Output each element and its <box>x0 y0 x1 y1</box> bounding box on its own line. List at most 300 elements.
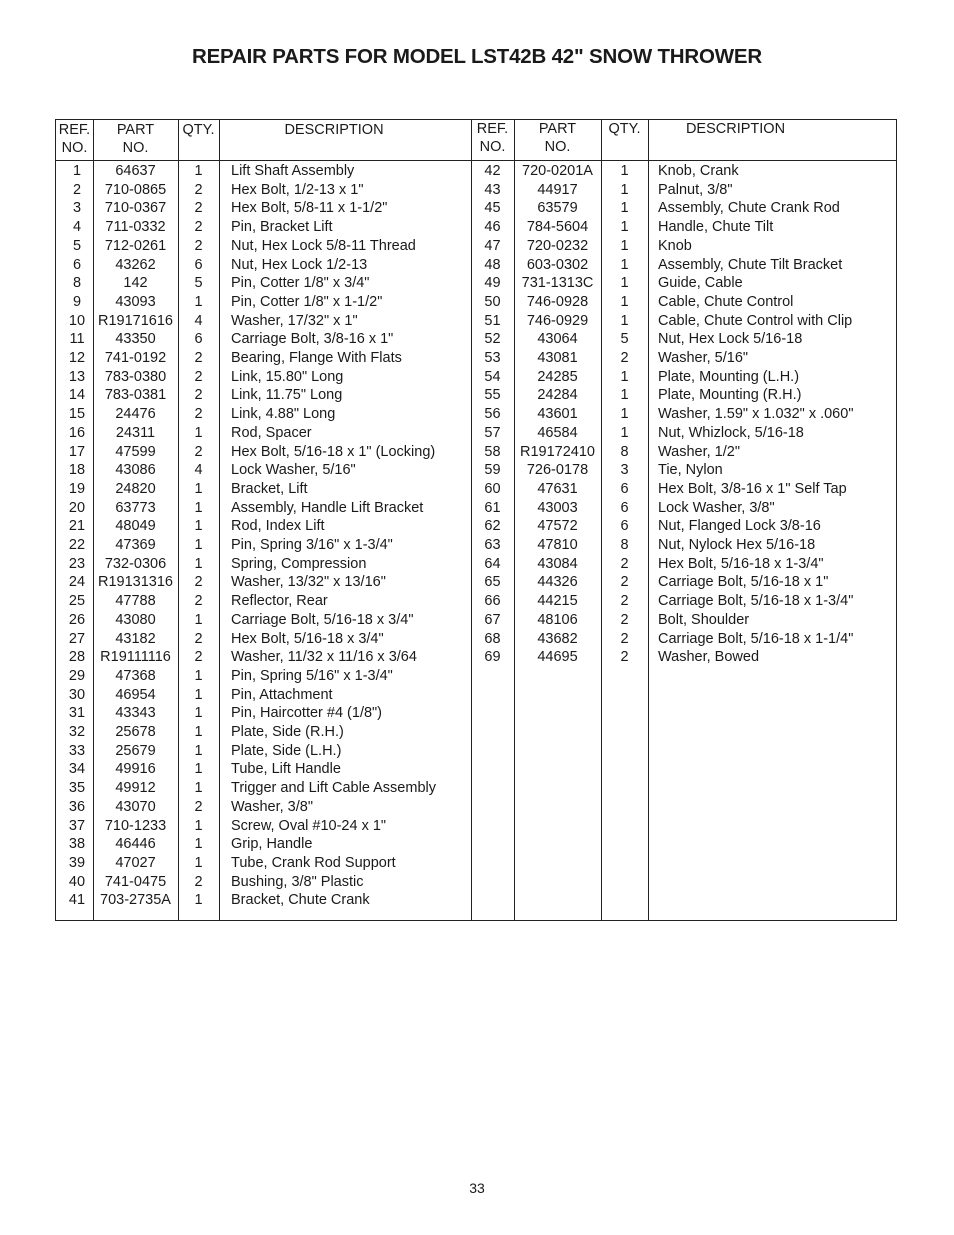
table-row <box>471 461 896 480</box>
table-row <box>471 199 896 218</box>
part-no-cell: 732-0306 <box>104 555 167 572</box>
header-qty-right <box>601 120 648 138</box>
qty-cell: 2 <box>620 574 629 591</box>
table-row <box>56 592 471 611</box>
table-row <box>471 256 896 275</box>
ref-no-cell: 8 <box>72 275 82 292</box>
ref-no-cell: 50 <box>484 293 501 310</box>
description-cell: Rod, Index Lift <box>231 518 325 535</box>
qty-cell: 6 <box>620 518 629 535</box>
part-no-cell: 63579 <box>537 200 578 217</box>
description-cell: Nut, Flanged Lock 3/8-16 <box>658 518 821 535</box>
table-row <box>56 424 471 443</box>
header-description-right <box>648 120 823 138</box>
table-row <box>56 873 471 892</box>
part-no-cell: R19172410 <box>520 443 595 460</box>
description-cell: Link, 15.80" Long <box>231 368 344 385</box>
table-row <box>471 312 896 331</box>
table-row <box>471 499 896 518</box>
description-cell: Nut, Hex Lock 1/2-13 <box>231 256 368 273</box>
qty-cell: 2 <box>194 649 203 666</box>
part-no-cell: 746-0929 <box>526 312 589 329</box>
ref-no-cell: 30 <box>68 686 86 703</box>
description-cell: Tube, Crank Rod Support <box>231 854 396 871</box>
ref-no-cell: 2 <box>72 181 82 198</box>
ref-no-cell: 15 <box>68 406 86 423</box>
description-cell: Link, 4.88" Long <box>231 406 336 423</box>
qty-cell: 1 <box>194 611 203 628</box>
part-no-cell: 47599 <box>115 443 156 460</box>
ref-no-cell: 64 <box>484 555 501 572</box>
table-row <box>471 181 896 200</box>
table-row <box>471 349 896 368</box>
ref-no-cell: 36 <box>68 798 86 815</box>
table-row <box>471 630 896 649</box>
header-qty-label: QTY. <box>608 121 641 137</box>
description-cell: Lift Shaft Assembly <box>231 163 355 179</box>
description-cell: Carriage Bolt, 5/16-18 x 3/4" <box>231 611 414 628</box>
part-no-cell: 63773 <box>115 499 156 516</box>
ref-no-cell: 3 <box>72 200 82 217</box>
ref-no-cell: 6 <box>72 256 82 273</box>
description-cell: Plate, Side (L.H.) <box>231 742 342 759</box>
qty-cell: 1 <box>194 817 203 834</box>
table-row <box>56 330 471 349</box>
header-ref-label: REF. <box>476 121 509 137</box>
part-no-cell: 43064 <box>537 331 578 348</box>
description-cell: Washer, 1/2" <box>658 443 740 460</box>
part-no-cell: 43086 <box>115 462 156 479</box>
page-title: REPAIR PARTS FOR MODEL LST42B 42" SNOW THROWER <box>191 45 762 68</box>
part-no-cell: 43350 <box>115 331 156 348</box>
ref-no-cell: 35 <box>68 780 86 797</box>
table-row <box>56 386 471 405</box>
ref-no-cell: 47 <box>484 237 501 254</box>
description-cell: Assembly, Chute Crank Rod <box>658 200 840 217</box>
part-no-cell: 603-0302 <box>526 256 589 273</box>
ref-no-cell: 46 <box>484 219 501 236</box>
description-cell: Carriage Bolt, 3/8-16 x 1" <box>231 331 394 348</box>
ref-no-cell: 31 <box>68 705 86 722</box>
table-row <box>471 424 896 443</box>
table-row <box>56 256 471 275</box>
header-no-label: NO. <box>544 139 571 155</box>
part-no-cell: R19111116 <box>100 649 171 666</box>
table-row <box>471 330 896 349</box>
table-row <box>471 573 896 592</box>
ref-no-cell: 19 <box>68 480 86 497</box>
part-no-cell: 46954 <box>115 686 156 703</box>
part-no-cell: 24311 <box>115 424 156 441</box>
part-no-cell: 43081 <box>537 350 578 366</box>
ref-no-cell: 55 <box>484 387 501 404</box>
part-no-cell: 47810 <box>537 537 578 553</box>
description-cell: Hex Bolt, 5/8-11 x 1-1/2" <box>231 200 388 217</box>
part-no-cell: 43080 <box>115 611 156 628</box>
header-ref-no-right <box>471 120 514 156</box>
part-no-cell: 746-0928 <box>526 293 589 310</box>
qty-cell: 2 <box>194 798 203 815</box>
part-no-cell: 741-0192 <box>104 350 167 366</box>
ref-no-cell: 32 <box>68 724 86 740</box>
ref-no-cell: 39 <box>68 854 86 871</box>
qty-cell: 8 <box>620 537 629 553</box>
ref-no-cell: 49 <box>484 275 501 292</box>
table-row <box>56 611 471 630</box>
part-no-cell: 24285 <box>537 368 578 385</box>
header-qty <box>178 121 219 139</box>
ref-no-cell: 45 <box>484 200 501 217</box>
part-no-cell: 731-1313C <box>521 275 594 292</box>
table-row <box>56 536 471 555</box>
table-row <box>56 181 471 200</box>
part-no-cell: 710-1233 <box>104 817 167 834</box>
header-desc-label: DESCRIPTION <box>284 122 384 138</box>
qty-cell: 2 <box>194 574 203 591</box>
qty-cell: 3 <box>620 462 629 479</box>
part-no-cell: R19131316 <box>98 574 173 591</box>
part-no-cell: 49916 <box>115 761 156 778</box>
description-cell: Assembly, Handle Lift Bracket <box>231 499 424 516</box>
ref-no-cell: 5 <box>72 237 82 254</box>
description-cell: Bushing, 3/8" Plastic <box>231 873 364 890</box>
ref-no-cell: 28 <box>68 649 86 666</box>
header-desc-label: DESCRIPTION <box>685 121 786 137</box>
ref-no-cell: 43 <box>484 181 501 198</box>
qty-cell: 1 <box>194 499 203 516</box>
table-row <box>471 274 896 293</box>
ref-no-cell: 67 <box>484 611 501 628</box>
ref-no-cell: 69 <box>484 649 501 666</box>
qty-cell: 2 <box>194 350 203 366</box>
table-row <box>471 648 896 667</box>
description-cell: Pin, Haircotter #4 (1/8") <box>231 705 383 722</box>
table-row <box>56 218 471 237</box>
description-cell: Plate, Mounting (R.H.) <box>658 387 802 404</box>
ref-no-cell: 59 <box>484 462 501 479</box>
part-no-cell: 784-5604 <box>526 219 589 236</box>
part-no-cell: 783-0381 <box>104 387 167 404</box>
part-no-cell: R19171616 <box>98 312 173 329</box>
description-cell: Nut, Whizlock, 5/16-18 <box>658 424 804 441</box>
part-no-cell: 44215 <box>537 593 578 610</box>
ref-no-cell: 25 <box>68 593 86 610</box>
table-row <box>56 817 471 836</box>
qty-cell: 1 <box>194 705 203 722</box>
part-no-cell: 47368 <box>115 667 156 684</box>
ref-no-cell: 14 <box>68 387 86 404</box>
part-no-cell: 47788 <box>115 593 156 610</box>
description-cell: Hex Bolt, 5/16-18 x 3/4" <box>231 630 384 647</box>
ref-no-cell: 38 <box>68 836 86 853</box>
ref-no-cell: 48 <box>484 256 501 273</box>
description-cell: Plate, Mounting (L.H.) <box>658 368 800 385</box>
qty-cell: 4 <box>194 312 203 329</box>
qty-cell: 1 <box>194 537 203 553</box>
table-row <box>471 517 896 536</box>
ref-no-cell: 9 <box>72 293 82 310</box>
header-part-label: PART <box>538 121 577 137</box>
table-row <box>471 592 896 611</box>
description-cell: Nut, Nylock Hex 5/16-18 <box>658 537 816 553</box>
ref-no-cell: 40 <box>68 873 86 890</box>
qty-cell: 2 <box>194 387 203 404</box>
part-no-cell: 741-0475 <box>104 873 167 890</box>
table-row <box>56 199 471 218</box>
table-row <box>56 480 471 499</box>
qty-cell: 1 <box>620 293 629 310</box>
part-no-cell: 64637 <box>115 163 156 179</box>
header-no-label: NO. <box>479 139 506 155</box>
qty-cell: 2 <box>194 368 203 385</box>
table-row <box>56 686 471 705</box>
ref-no-cell: 41 <box>68 892 86 909</box>
description-cell: Pin, Attachment <box>231 686 333 703</box>
description-cell: Knob <box>658 237 692 254</box>
parts-table <box>55 119 897 921</box>
table-row <box>56 835 471 854</box>
description-cell: Handle, Chute Tilt <box>658 219 774 236</box>
ref-no-cell: 57 <box>484 424 501 441</box>
ref-no-cell: 16 <box>68 424 86 441</box>
ref-no-cell: 68 <box>484 630 501 647</box>
table-row <box>471 555 896 574</box>
description-cell: Washer, 13/32" x 13/16" <box>231 574 386 591</box>
header-part-no-right <box>514 120 601 156</box>
part-no-cell: 47631 <box>537 480 578 497</box>
description-cell: Link, 11.75" Long <box>231 387 343 404</box>
qty-cell: 2 <box>194 200 203 217</box>
ref-no-cell: 29 <box>68 667 86 684</box>
qty-cell: 1 <box>620 275 629 292</box>
description-cell: Washer, 17/32" x 1" <box>231 312 358 329</box>
part-no-cell: 24820 <box>115 480 156 497</box>
description-cell: Nut, Hex Lock 5/16-18 <box>658 331 803 348</box>
table-row <box>471 368 896 387</box>
ref-no-cell: 37 <box>68 817 86 834</box>
table-row <box>471 405 896 424</box>
table-row <box>56 349 471 368</box>
part-no-cell: 720-0201A <box>522 163 593 179</box>
table-row <box>56 499 471 518</box>
qty-cell: 1 <box>194 555 203 572</box>
ref-no-cell: 33 <box>68 742 86 759</box>
ref-no-cell: 60 <box>484 480 501 497</box>
description-cell: Grip, Handle <box>231 836 313 853</box>
table-row <box>56 573 471 592</box>
table-row <box>56 742 471 761</box>
qty-cell: 2 <box>620 611 629 628</box>
ref-no-cell: 34 <box>68 761 86 778</box>
table-row <box>471 536 896 555</box>
description-cell: Pin, Bracket Lift <box>231 219 333 236</box>
description-cell: Carriage Bolt, 5/16-18 x 1" <box>658 574 829 591</box>
qty-cell: 5 <box>620 331 629 348</box>
qty-cell: 2 <box>194 630 203 647</box>
table-row <box>56 555 471 574</box>
qty-cell: 2 <box>620 593 629 610</box>
part-no-cell: 43003 <box>537 499 578 516</box>
part-no-cell: 25678 <box>115 724 156 740</box>
qty-cell: 1 <box>620 387 629 404</box>
qty-cell: 6 <box>620 480 629 497</box>
header-ref-label: REF. <box>58 122 91 138</box>
ref-no-cell: 61 <box>484 499 501 516</box>
part-no-cell: 43343 <box>115 705 156 722</box>
ref-no-cell: 4 <box>72 219 82 236</box>
description-cell: Nut, Hex Lock 5/8-11 Thread <box>231 237 416 254</box>
description-cell: Spring, Compression <box>231 555 367 572</box>
table-row <box>471 218 896 237</box>
part-no-cell: 783-0380 <box>104 368 167 385</box>
part-no-cell: 710-0367 <box>104 200 167 217</box>
ref-no-cell: 10 <box>68 312 86 329</box>
ref-no-cell: 62 <box>484 518 501 535</box>
part-no-cell: 43070 <box>115 798 156 815</box>
description-cell: Bearing, Flange With Flats <box>231 350 402 366</box>
table-row <box>56 779 471 798</box>
qty-cell: 1 <box>194 518 203 535</box>
ref-no-cell: 12 <box>68 350 86 366</box>
header-description <box>219 121 449 139</box>
description-cell: Pin, Spring 5/16" x 1-3/4" <box>231 667 393 684</box>
qty-cell: 1 <box>194 854 203 871</box>
table-row <box>471 293 896 312</box>
description-cell: Hex Bolt, 3/8-16 x 1" Self Tap <box>658 480 847 497</box>
table-row <box>56 517 471 536</box>
part-no-cell: 43182 <box>115 630 156 647</box>
description-cell: Pin, Spring 3/16" x 1-3/4" <box>231 537 393 553</box>
part-no-cell: 24284 <box>537 387 578 404</box>
ref-no-cell: 42 <box>484 163 501 179</box>
qty-cell: 1 <box>620 181 629 198</box>
qty-cell: 1 <box>620 256 629 273</box>
ref-no-cell: 66 <box>484 593 501 610</box>
ref-no-cell: 1 <box>72 163 82 179</box>
part-no-cell: 48049 <box>115 518 156 535</box>
description-cell: Hex Bolt, 5/16-18 x 1" (Locking) <box>231 443 436 460</box>
table-row <box>471 611 896 630</box>
table-row <box>56 723 471 742</box>
part-no-cell: 44695 <box>537 649 578 666</box>
ref-no-cell: 24 <box>68 574 86 591</box>
qty-cell: 2 <box>194 406 203 423</box>
part-no-cell: 43601 <box>537 406 578 423</box>
description-cell: Bracket, Lift <box>231 480 308 497</box>
qty-cell: 8 <box>620 443 629 460</box>
description-cell: Assembly, Chute Tilt Bracket <box>658 256 843 273</box>
table-row <box>56 162 471 181</box>
table-row <box>56 648 471 667</box>
table-row <box>471 480 896 499</box>
qty-cell: 2 <box>620 630 629 647</box>
ref-no-cell: 54 <box>484 368 501 385</box>
qty-cell: 1 <box>194 742 203 759</box>
part-no-cell: 47027 <box>115 854 156 871</box>
ref-no-cell: 13 <box>68 368 86 385</box>
qty-cell: 2 <box>194 219 203 236</box>
description-cell: Washer, 11/32 x 11/16 x 3/64 <box>231 649 417 666</box>
qty-cell: 2 <box>620 555 629 572</box>
qty-cell: 1 <box>620 219 629 236</box>
part-no-cell: 44326 <box>537 574 578 591</box>
qty-cell: 1 <box>620 312 629 329</box>
qty-cell: 1 <box>620 200 629 217</box>
qty-cell: 1 <box>194 686 203 703</box>
part-no-cell: 43093 <box>115 293 156 310</box>
part-no-cell: 720-0232 <box>526 237 589 254</box>
part-no-cell: 703-2735A <box>100 892 171 909</box>
qty-cell: 1 <box>620 237 629 254</box>
ref-no-cell: 26 <box>68 611 86 628</box>
ref-no-cell: 58 <box>484 443 501 460</box>
header-no-label: NO. <box>122 140 149 156</box>
qty-cell: 1 <box>194 761 203 778</box>
part-no-cell: 47572 <box>537 518 578 535</box>
qty-cell: 4 <box>194 462 203 479</box>
part-no-cell: 43682 <box>537 630 578 647</box>
qty-cell: 1 <box>620 163 629 179</box>
qty-cell: 1 <box>194 293 203 310</box>
description-cell: Palnut, 3/8" <box>658 181 733 198</box>
qty-cell: 2 <box>194 237 203 254</box>
ref-no-cell: 18 <box>68 462 86 479</box>
ref-no-cell: 11 <box>69 331 85 348</box>
qty-cell: 2 <box>194 181 203 198</box>
qty-cell: 1 <box>194 892 203 909</box>
part-no-cell: 49912 <box>115 780 156 797</box>
ref-no-cell: 52 <box>484 331 501 348</box>
description-cell: Bolt, Shoulder <box>658 611 750 628</box>
part-no-cell: 24476 <box>115 406 156 423</box>
qty-cell: 1 <box>620 368 629 385</box>
ref-no-cell: 51 <box>484 312 501 329</box>
qty-cell: 1 <box>194 424 203 441</box>
part-no-cell: 46584 <box>537 424 578 441</box>
table-row <box>56 237 471 256</box>
table-row <box>56 704 471 723</box>
part-no-cell: 46446 <box>115 836 156 853</box>
description-cell: Hex Bolt, 5/16-18 x 1-3/4" <box>658 555 824 572</box>
description-cell: Washer, Bowed <box>658 649 760 666</box>
qty-cell: 5 <box>194 275 203 292</box>
ref-no-cell: 22 <box>68 537 86 553</box>
ref-no-cell: 56 <box>484 406 501 423</box>
header-qty-label: QTY. <box>182 122 215 138</box>
header-no-label: NO. <box>61 140 88 156</box>
description-cell: Trigger and Lift Cable Assembly <box>231 780 436 797</box>
qty-cell: 2 <box>620 649 629 666</box>
qty-cell: 1 <box>620 406 629 423</box>
qty-cell: 6 <box>194 331 203 348</box>
table-row <box>56 443 471 462</box>
description-cell: Cable, Chute Control with Clip <box>658 312 853 329</box>
header-part-no <box>93 121 178 157</box>
table-row <box>56 760 471 779</box>
ref-no-cell: 17 <box>68 443 86 460</box>
part-no-cell: 726-0178 <box>526 462 589 479</box>
part-no-cell: 712-0261 <box>104 237 167 254</box>
table-row <box>56 630 471 649</box>
table-row <box>471 162 896 181</box>
ref-no-cell: 53 <box>484 350 501 366</box>
qty-cell: 1 <box>194 480 203 497</box>
qty-cell: 6 <box>620 499 629 516</box>
table-row <box>56 274 471 293</box>
qty-cell: 2 <box>194 443 203 460</box>
ref-no-cell: 65 <box>484 574 501 591</box>
header-divider <box>56 160 896 161</box>
